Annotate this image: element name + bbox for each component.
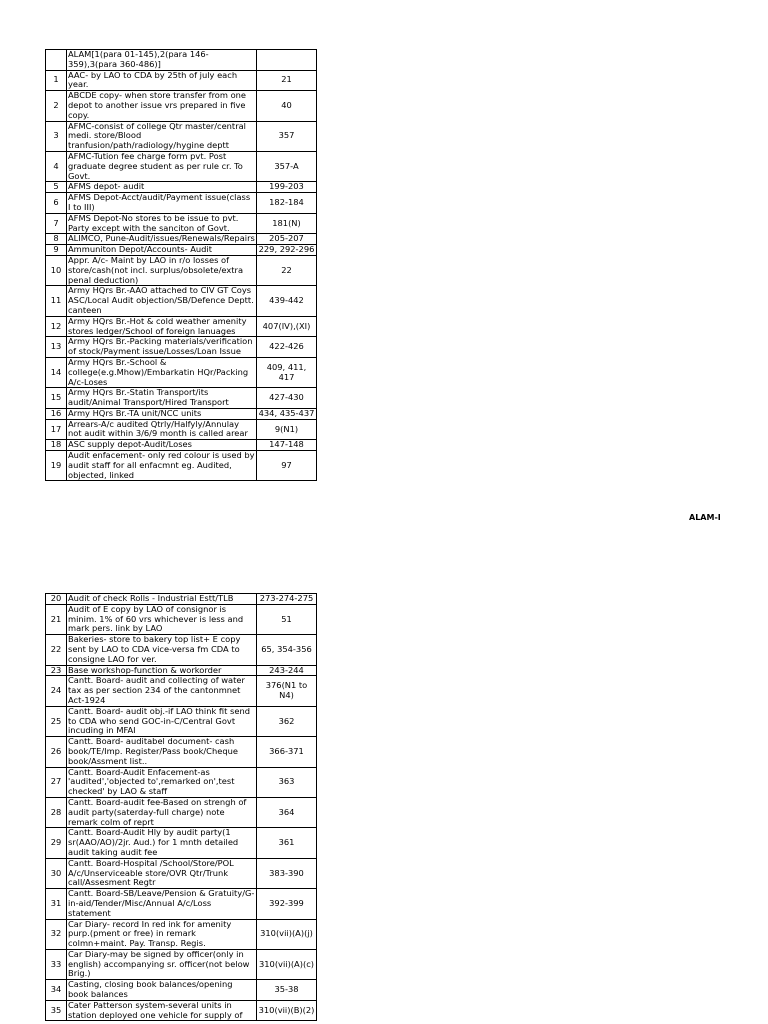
- row-reference: 383-390: [257, 858, 317, 888]
- row-reference: 366-371: [257, 737, 317, 767]
- row-reference: 407(IV),(XI): [257, 316, 317, 337]
- row-reference: 182-184: [257, 193, 317, 214]
- table-row: [46, 193, 317, 214]
- row-number: 7: [46, 213, 67, 234]
- row-reference: 97: [257, 451, 317, 481]
- table-row: [46, 767, 317, 797]
- table-row: [46, 594, 317, 605]
- row-number: 34: [46, 980, 67, 1001]
- row-number: 30: [46, 858, 67, 888]
- table-header-row: [46, 50, 317, 71]
- row-number: 24: [46, 676, 67, 706]
- row-description: Army HQrs Br.-Statin Transport/its audit/Animal Transport/Hired Transport: [67, 388, 257, 409]
- row-reference: 9(N1): [257, 419, 317, 440]
- row-reference: 310(vii)(B)(2): [257, 1000, 317, 1021]
- table-row: [46, 949, 317, 979]
- row-description: Audit of check Rolls - Industrial Estt/TLB: [67, 594, 257, 605]
- row-description: Audit of E copy by LAO of consignor is minim. 1% of 60 vrs whichever is less and mark pers. link by LAO: [67, 604, 257, 634]
- row-number: 25: [46, 706, 67, 736]
- row-reference: 205-207: [257, 234, 317, 245]
- table-row: [46, 604, 317, 634]
- row-reference: 362: [257, 706, 317, 736]
- row-reference: 439-442: [257, 286, 317, 316]
- row-reference: 363: [257, 767, 317, 797]
- row-description: Cantt. Board-Hospital /School/Store/POL A/c/Unserviceable store/OVR Qtr/Trunk call/Assesment Regtr: [67, 858, 257, 888]
- table-row: [46, 676, 317, 706]
- row-number: 1: [46, 70, 67, 91]
- row-description: Army HQrs Br.-School & college(e.g.Mhow)/Embarkatin HQr/Packing A/c-Loses: [67, 357, 257, 387]
- table-row: [46, 316, 317, 337]
- row-description: AFMS Depot-No stores to be issue to pvt. Party except with the sanciton of Govt.: [67, 213, 257, 234]
- row-description: Army HQrs Br.-Packing materials/verification of stock/Payment issue/Losses/Loan Issue: [67, 337, 257, 358]
- row-reference: 21: [257, 70, 317, 91]
- row-reference: 40: [257, 91, 317, 121]
- table-row: [46, 245, 317, 256]
- table-row: [46, 451, 317, 481]
- table-row: [46, 337, 317, 358]
- table-row: [46, 182, 317, 193]
- row-description: Car Diary-may be signed by officer(only in english) accompanying sr. officer(not below Brig.): [67, 949, 257, 979]
- row-number: 15: [46, 388, 67, 409]
- row-number: 21: [46, 604, 67, 634]
- index-table-1: [45, 49, 317, 481]
- row-description: Army HQrs Br.-TA unit/NCC units: [67, 408, 257, 419]
- index-table-1-body: [46, 50, 317, 481]
- row-number: 11: [46, 286, 67, 316]
- row-reference: 357-A: [257, 151, 317, 181]
- row-reference: 364: [257, 797, 317, 827]
- row-number: 31: [46, 889, 67, 919]
- row-number: 10: [46, 255, 67, 285]
- row-number: 26: [46, 737, 67, 767]
- row-description: Cantt. Board- audit obj.-if LAO think fit send to CDA who send GOC-in-C/Central Govt incuding in MFAI: [67, 706, 257, 736]
- row-reference: 65, 354-356: [257, 635, 317, 665]
- table-row: [46, 919, 317, 949]
- table-row: [46, 858, 317, 888]
- row-number: 12: [46, 316, 67, 337]
- table-row: [46, 357, 317, 387]
- row-number: 19: [46, 451, 67, 481]
- row-description: Arrears-A/c audited Qtrly/Halfyly/Annulay not audit within 3/6/9 month is called arear: [67, 419, 257, 440]
- row-description: Ammuniton Depot/Accounts- Audit: [67, 245, 257, 256]
- row-description: ASC supply depot-Audit/Loses: [67, 440, 257, 451]
- row-reference: 376(N1 to N4): [257, 676, 317, 706]
- row-reference: 243-244: [257, 665, 317, 676]
- row-reference: 181(N): [257, 213, 317, 234]
- row-number: 22: [46, 635, 67, 665]
- index-table-2: [45, 593, 317, 1021]
- row-description: ALAM[1(para 01-145),2(para 146-359),3(para 360-486)]: [67, 50, 257, 71]
- table-row: [46, 70, 317, 91]
- row-description: AFMS Depot-Acct/audit/Payment issue(class I to III): [67, 193, 257, 214]
- table-row: [46, 121, 317, 151]
- row-reference: 273-274-275: [257, 594, 317, 605]
- row-description: Army HQrs Br.-AAO attached to CIV GT Coys ASC/Local Audit objection/SB/Defence Deptt. canteen: [67, 286, 257, 316]
- row-reference: [257, 50, 317, 71]
- row-number: 23: [46, 665, 67, 676]
- row-description: Cantt. Board-Audit Hly by audit party(1 sr(AAO/AO)/2jr. Aud.) for 1 mnth detailed audit taking audit fee: [67, 828, 257, 858]
- row-number: 9: [46, 245, 67, 256]
- row-description: Cantt. Board-Audit Enfacement-as 'audited','objected to',remarked on',test checked' by LAO & staff: [67, 767, 257, 797]
- row-number: 16: [46, 408, 67, 419]
- table-row: [46, 408, 317, 419]
- row-number: 27: [46, 767, 67, 797]
- row-description: ABCDE copy- when store transfer from one depot to another issue vrs prepared in five copy.: [67, 91, 257, 121]
- row-reference: 229, 292-296: [257, 245, 317, 256]
- row-description: Audit enfacement- only red colour is used by audit staff for all enfacmnt eg. Audited, objected, linked: [68, 450, 255, 480]
- table-row: [46, 797, 317, 827]
- table-row: [46, 665, 317, 676]
- table-row: [46, 980, 317, 1001]
- row-number: 2: [46, 91, 67, 121]
- index-table-2-body: [46, 594, 317, 1021]
- table-row: [46, 440, 317, 451]
- row-reference: 357: [257, 121, 317, 151]
- row-description: Cantt. Board-audit fee-Based on strengh of audit party(saterday-full charge) note remark colm of reprt: [67, 797, 257, 827]
- row-description: Casting, closing book balances/opening book balances: [67, 980, 257, 1001]
- row-description: AFMC-Tution fee charge form pvt. Post graduate degree student as per rule cr. To Govt.: [67, 151, 257, 181]
- table-row: [46, 737, 317, 767]
- row-description: Army HQrs Br.-Hot & cold weather amenity stores ledger/School of foreign lanuages: [67, 316, 257, 337]
- row-number: 3: [46, 121, 67, 151]
- row-description: Cantt. Board-SB/Leave/Pension & Gratuity/G-in-aid/Tender/Misc/Annual A/c/Loss statement: [67, 889, 257, 919]
- table-row: [46, 388, 317, 409]
- table-row: [46, 419, 317, 440]
- table-row: [46, 889, 317, 919]
- table-row: [46, 213, 317, 234]
- row-description: AAC- by LAO to CDA by 25th of july each year.: [67, 70, 257, 91]
- row-description: Car Diary- record In red ink for amenity purp.(pment or free) in remark colmn+maint. Pay. Transp. Regis.: [67, 919, 257, 949]
- row-reference: 51: [257, 604, 317, 634]
- row-reference: 427-430: [257, 388, 317, 409]
- row-reference: 422-426: [257, 337, 317, 358]
- row-reference: 310(vii)(A)(j): [257, 919, 317, 949]
- sheet-label: ALAM-I: [689, 513, 721, 522]
- row-number: 14: [46, 357, 67, 387]
- row-number: 18: [46, 440, 67, 451]
- row-description: Cantt. Board- audit and collecting of water tax as per section 234 of the cantonmnet Act-1924: [67, 676, 257, 706]
- row-number: 33: [46, 949, 67, 979]
- row-number: 29: [46, 828, 67, 858]
- table-row: [46, 706, 317, 736]
- table-row: [46, 234, 317, 245]
- row-description: Base workshop-function & workorder: [67, 665, 257, 676]
- row-description: Cater Patterson system-several units in station deployed one vehicle for supply of: [67, 1000, 257, 1021]
- row-reference: 434, 435-437: [257, 408, 317, 419]
- row-number: 20: [46, 594, 67, 605]
- row-number: 28: [46, 797, 67, 827]
- table-row: [46, 635, 317, 665]
- row-description: Appr. A/c- Maint by LAO in r/o losses of store/cash(not incl. surplus/obsolete/extra penal deduction): [67, 255, 257, 285]
- row-number: 35: [46, 1000, 67, 1021]
- row-number: 13: [46, 337, 67, 358]
- row-description: ALIMCO, Pune-Audit/issues/Renewals/Repairs: [68, 233, 255, 244]
- row-reference: 147-148: [257, 440, 317, 451]
- row-number: 8: [46, 234, 67, 245]
- row-reference: 22: [257, 255, 317, 285]
- row-description: Bakeries- store to bakery top list+ E copy sent by LAO to CDA vice-versa fm CDA to consigne LAO for ver.: [67, 635, 257, 665]
- row-number: 17: [46, 419, 67, 440]
- table-row: [46, 91, 317, 121]
- table-row: [46, 151, 317, 181]
- row-description: Cantt. Board- auditabel document- cash book/TE/Imp. Register/Pass book/Cheque book/Assment list..: [67, 737, 257, 767]
- table-row: [46, 286, 317, 316]
- row-reference: 361: [257, 828, 317, 858]
- row-number: [46, 50, 67, 71]
- row-number: 6: [46, 193, 67, 214]
- table-row: [46, 828, 317, 858]
- row-reference: 409, 411, 417: [257, 357, 317, 387]
- row-number: 5: [46, 182, 67, 193]
- row-reference: 35-38: [257, 980, 317, 1001]
- row-reference: 310(vii)(A)(c): [257, 949, 317, 979]
- table-row: [46, 255, 317, 285]
- row-reference: 199-203: [257, 182, 317, 193]
- row-reference: 392-399: [257, 889, 317, 919]
- row-description: AFMC-consist of college Qtr master/central medi. store/Blood tranfusion/path/radiology/hygine deptt: [67, 121, 257, 151]
- table-row: [46, 1000, 317, 1021]
- row-description: AFMS depot- audit: [67, 182, 257, 193]
- row-number: 32: [46, 919, 67, 949]
- row-number: 4: [46, 151, 67, 181]
